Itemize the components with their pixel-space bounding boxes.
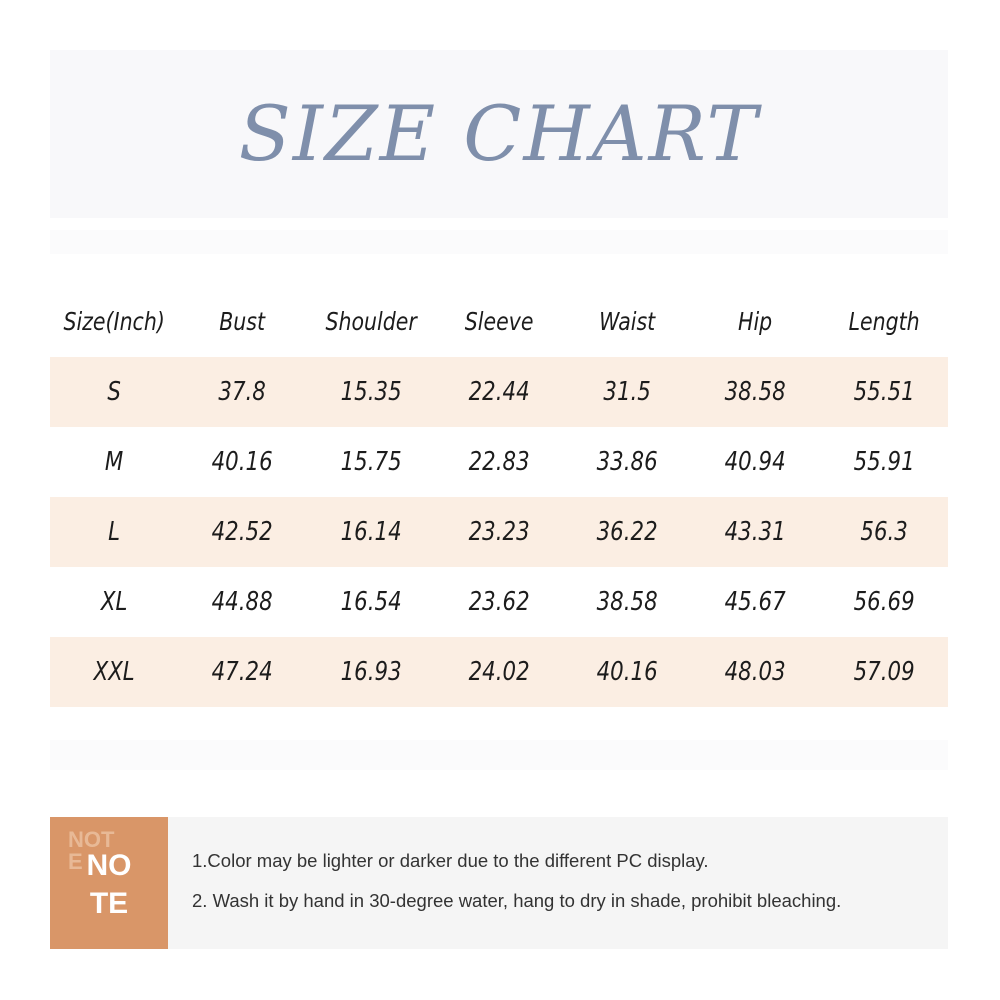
cell-waist: 31.5 <box>603 377 651 407</box>
cell-shoulder: 15.35 <box>340 377 402 407</box>
cell-hip: 40.94 <box>724 447 786 477</box>
note-badge <box>50 817 168 949</box>
cell-waist: 33.86 <box>596 447 658 477</box>
note-panel <box>50 817 948 949</box>
cell-length: 57.09 <box>853 657 915 687</box>
cell-bust: 42.52 <box>211 517 273 547</box>
cell-shoulder: 16.54 <box>340 587 402 617</box>
cell-shoulder: 16.14 <box>340 517 402 547</box>
header-size: Size(Inch) <box>63 306 165 336</box>
cell-length: 55.51 <box>853 377 915 407</box>
cell-waist: 38.58 <box>596 587 658 617</box>
header-waist: Waist <box>599 306 656 336</box>
cell-bust: 37.8 <box>218 377 267 407</box>
note-line-color: 1.Color may be lighter or darker due to the different PC display. <box>192 850 709 871</box>
cell-length: 55.91 <box>853 447 915 477</box>
cell-size: XXL <box>93 657 135 687</box>
note-line-wash: 2. Wash it by hand in 30-degree water, hang to dry in shade, prohibit bleaching. <box>192 890 842 911</box>
size-table <box>50 285 948 707</box>
note-badge-label: NOTE <box>86 849 132 920</box>
table-row <box>50 357 948 427</box>
note-badge-watermark: NOTE <box>68 827 115 874</box>
cell-waist: 40.16 <box>596 657 658 687</box>
cell-length: 56.3 <box>859 517 908 547</box>
cell-sleeve: 22.44 <box>468 377 530 407</box>
header-length: Length <box>848 306 920 336</box>
cell-hip: 43.31 <box>724 517 786 547</box>
cell-size: L <box>108 517 121 547</box>
header-shoulder: Shoulder <box>325 306 417 336</box>
cell-sleeve: 23.62 <box>468 587 530 617</box>
divider-band-top <box>50 230 948 254</box>
table-row <box>50 637 948 707</box>
header-sleeve: Sleeve <box>464 306 534 336</box>
cell-size: M <box>104 447 124 477</box>
cell-shoulder: 15.75 <box>340 447 402 477</box>
cell-sleeve: 22.83 <box>468 447 530 477</box>
cell-bust: 47.24 <box>211 657 273 687</box>
cell-sleeve: 23.23 <box>468 517 530 547</box>
table-row <box>50 497 948 567</box>
cell-length: 56.69 <box>853 587 915 617</box>
table-row <box>50 427 948 497</box>
cell-waist: 36.22 <box>596 517 658 547</box>
cell-hip: 45.67 <box>724 587 786 617</box>
cell-size: S <box>107 377 121 407</box>
cell-sleeve: 24.02 <box>468 657 530 687</box>
header-bust: Bust <box>219 306 266 336</box>
cell-shoulder: 16.93 <box>340 657 402 687</box>
cell-bust: 40.16 <box>211 447 273 477</box>
title-band <box>50 50 948 218</box>
cell-size: XL <box>100 587 128 617</box>
page-title: SIZE CHART <box>238 89 760 178</box>
divider-band-bottom <box>50 740 948 770</box>
cell-hip: 38.58 <box>724 377 786 407</box>
cell-hip: 48.03 <box>724 657 786 687</box>
cell-bust: 44.88 <box>211 587 273 617</box>
header-hip: Hip <box>738 306 773 336</box>
table-header-row <box>50 285 948 357</box>
note-lines <box>192 841 932 921</box>
table-row <box>50 567 948 637</box>
